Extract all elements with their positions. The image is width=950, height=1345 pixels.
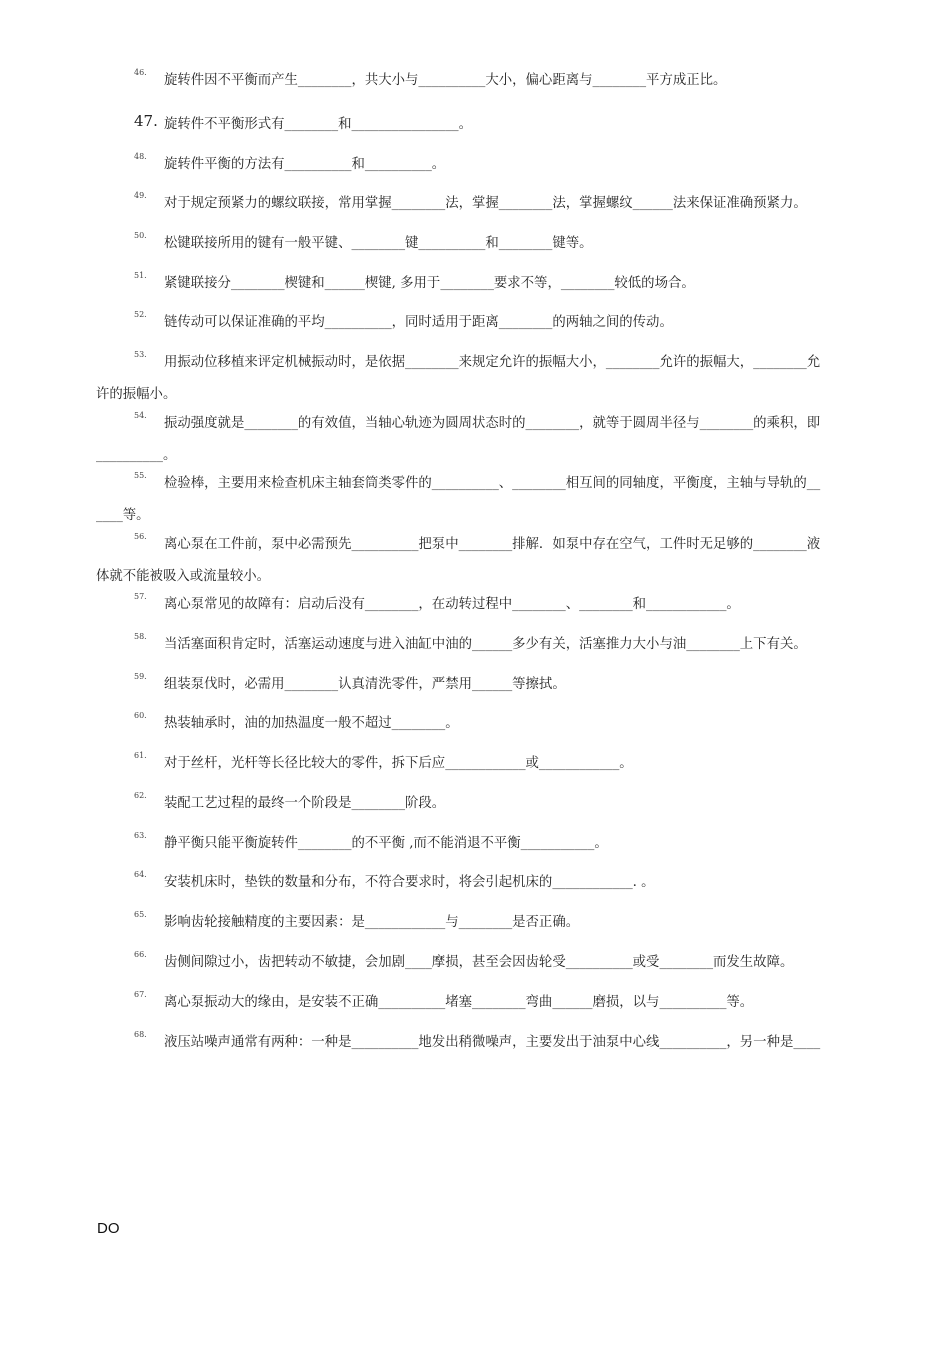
question-number: 67.: [134, 990, 147, 999]
question-text-continued: 体就不能被吸入或流量较小。: [96, 569, 271, 584]
question-61: [96, 749, 868, 779]
question-number: 68.: [134, 1030, 147, 1039]
question-number: 57.: [134, 592, 147, 601]
question-number: 51.: [134, 271, 147, 280]
question-text: 静平衡只能平衡旋转件________的不平衡 ,而不能消退不平衡___________。: [164, 836, 608, 851]
question-65: [96, 908, 868, 938]
question-text: 旋转件因不平衡而产生________，共大小与__________大小，偏心距离与________平方成正比。: [164, 73, 727, 88]
question-number: 53.: [134, 350, 147, 359]
question-text: 当活塞面积肯定时，活塞运动速度与进入油缸中油的______多少有关，活塞推力大小与油________上下有关。: [164, 637, 807, 652]
question-number: 58.: [134, 632, 147, 641]
question-66: [96, 948, 868, 978]
question-number: 64.: [134, 870, 147, 879]
question-text: 影响齿轮接触精度的主要因素：是____________与________是否正确。: [164, 915, 580, 930]
question-64: [96, 868, 868, 898]
question-number: 50.: [134, 231, 147, 240]
question-text: 链传动可以保证准确的平均__________，同时适用于距离________的两轴之间的传动。: [164, 315, 673, 330]
question-67: [96, 988, 868, 1018]
question-52: [96, 308, 868, 338]
question-50: [96, 229, 868, 259]
question-text: 检验棒，主要用来检查机床主轴套筒类零件的__________、________相互间的同轴度，平衡度，主轴与导轨的__: [164, 476, 821, 491]
question-55: [96, 469, 868, 531]
question-number: 49.: [134, 191, 147, 200]
question-text: 松键联接所用的键有一般平键、________键__________和________键等。: [164, 236, 593, 251]
question-number: 47.: [134, 112, 158, 130]
question-text-continued: 许的振幅小。: [96, 387, 177, 402]
question-text: 齿侧间隙过小，齿把转动不敏捷，会加剧____摩损，甚至会因齿轮受__________或受________而发生故障。: [164, 955, 794, 970]
question-text: 对于丝杆，光杆等长径比较大的零件，拆下后应____________或____________。: [164, 756, 633, 771]
question-62: [96, 789, 868, 819]
question-58: [96, 630, 868, 660]
question-text: 振动强度就是________的有效值，当轴心轨迹为圆周状态时的________，就等于圆周半径与________的乘积，即: [164, 416, 821, 431]
question-48: [96, 150, 868, 180]
question-51: [96, 269, 868, 299]
question-text: 用振动位移植来评定机械振动时，是依据________来规定允许的振幅大小，________允许的振幅大，________允: [164, 355, 821, 370]
question-text: 旋转件不平衡形式有________和________________。: [164, 117, 472, 132]
question-text: 对于规定预紧力的螺纹联接，常用掌握________法，掌握________法，掌握螺纹______法来保证准确预紧力。: [164, 196, 807, 211]
question-text: 离心泵振动大的缘由，是安装不正确__________堵塞________弯曲______磨损，以与__________等。: [164, 995, 754, 1010]
footer-text: DO: [97, 1220, 120, 1237]
question-number: 63.: [134, 831, 147, 840]
question-number: 59.: [134, 672, 147, 681]
question-57: [96, 590, 868, 620]
question-text-continued: __________。: [96, 448, 177, 463]
question-68: [96, 1028, 868, 1058]
question-60: [96, 709, 868, 739]
question-number: 62.: [134, 791, 147, 800]
question-number: 55.: [134, 471, 147, 480]
question-text: 热装轴承时，油的加热温度一般不超过________。: [164, 716, 459, 731]
question-number: 54.: [134, 411, 147, 420]
question-number: 61.: [134, 751, 147, 760]
question-text: 安装机床时，垫铁的数量和分布，不符合要求时，将会引起机床的____________. 。: [164, 875, 655, 890]
question-number: 48.: [134, 152, 147, 161]
question-56: [96, 530, 868, 592]
question-number: 46.: [134, 68, 147, 77]
question-text: 旋转件平衡的方法有__________和__________。: [164, 157, 446, 172]
question-text: 紧键联接分________楔键和______楔键, 多用于________要求不等，________较低的场合。: [164, 276, 695, 291]
question-number: 60.: [134, 711, 147, 720]
question-text-continued: ____等。: [96, 508, 150, 523]
question-text: 离心泵在工件前，泵中必需预先__________把泵中________排解．如泵中存在空气，工件时无足够的________液: [164, 537, 821, 552]
question-number: 66.: [134, 950, 147, 959]
question-53: [96, 348, 868, 410]
question-47: [96, 110, 868, 140]
question-46: [96, 66, 868, 96]
question-text: 离心泵常见的故障有：启动后没有________，在动转过程中________、________和____________。: [164, 597, 740, 612]
question-number: 52.: [134, 310, 147, 319]
question-text: 装配工艺过程的最终一个阶段是________阶段。: [164, 796, 446, 811]
question-59: [96, 670, 868, 700]
question-number: 56.: [134, 532, 147, 541]
question-63: [96, 829, 868, 859]
question-text: 组装泵伐时，必需用________认真清洗零件，严禁用______等擦拭。: [164, 677, 566, 692]
question-49: [96, 189, 868, 219]
question-54: [96, 409, 868, 471]
question-text: 液压站噪声通常有两种：一种是__________地发出稍微噪声，主要发出于油泵中心线__________，另一种是____: [164, 1035, 821, 1050]
question-number: 65.: [134, 910, 147, 919]
